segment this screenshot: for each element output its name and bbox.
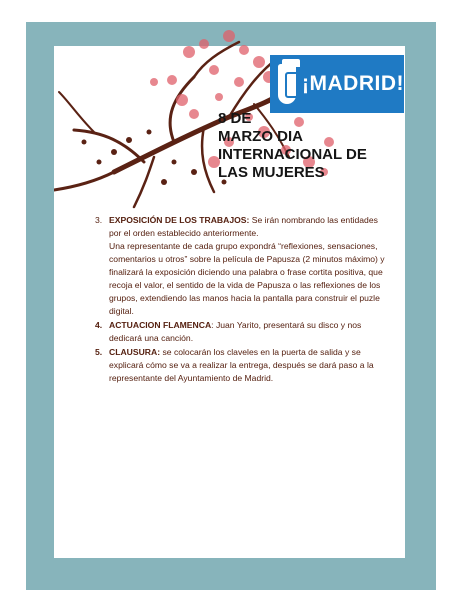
item-heading: ACTUACION FLAMENCA — [109, 320, 212, 330]
title-line: INTERNACIONAL DE — [218, 146, 367, 163]
list-item — [95, 346, 385, 385]
page-title — [218, 110, 378, 182]
list-item — [95, 214, 385, 318]
madrid-crest-icon — [278, 64, 296, 104]
title-line: 8 DE — [218, 110, 252, 127]
program-list — [95, 214, 385, 385]
item-heading: CLAUSURA: — [109, 347, 161, 357]
madrid-logo — [270, 55, 404, 113]
logo-text: ¡MADRID! — [302, 72, 404, 95]
title-line: LAS MUJERES — [218, 164, 325, 181]
item-text: se colocarán los claveles en la puerta de salida y se explicará cómo se va a realizar la entrega, después se dará paso a la representante del Ayuntamiento de Madrid. — [109, 347, 374, 383]
program-content — [95, 214, 385, 386]
item-number: 3. — [95, 215, 103, 225]
item-heading: EXPOSICIÓN DE LOS TRABAJOS: — [109, 215, 250, 225]
item-number: 4. — [95, 320, 103, 330]
item-text: Se irán nombrando las entidades por el orden establecido anteriormente. — [109, 215, 378, 238]
item-extra: Una representante de cada grupo expondrá “reflexiones, sensaciones, comentarios u otros” sobre la película de Papusza (2 minutos máximo) y finalizará la exposición diciendo una palabra o frase cortita positiva, que recoja el valor, el sentido de la vida de Papusza o las reflexiones de los grupos, extendiendo las manos hacia la pantalla para construir el puzle digital. — [109, 241, 385, 316]
list-item — [95, 319, 385, 345]
item-number: 5. — [95, 347, 103, 357]
title-line: MARZO DIA — [218, 128, 303, 145]
item-text: : Juan Yarito, presentará su disco y nos dedicará una canción. — [109, 320, 362, 343]
